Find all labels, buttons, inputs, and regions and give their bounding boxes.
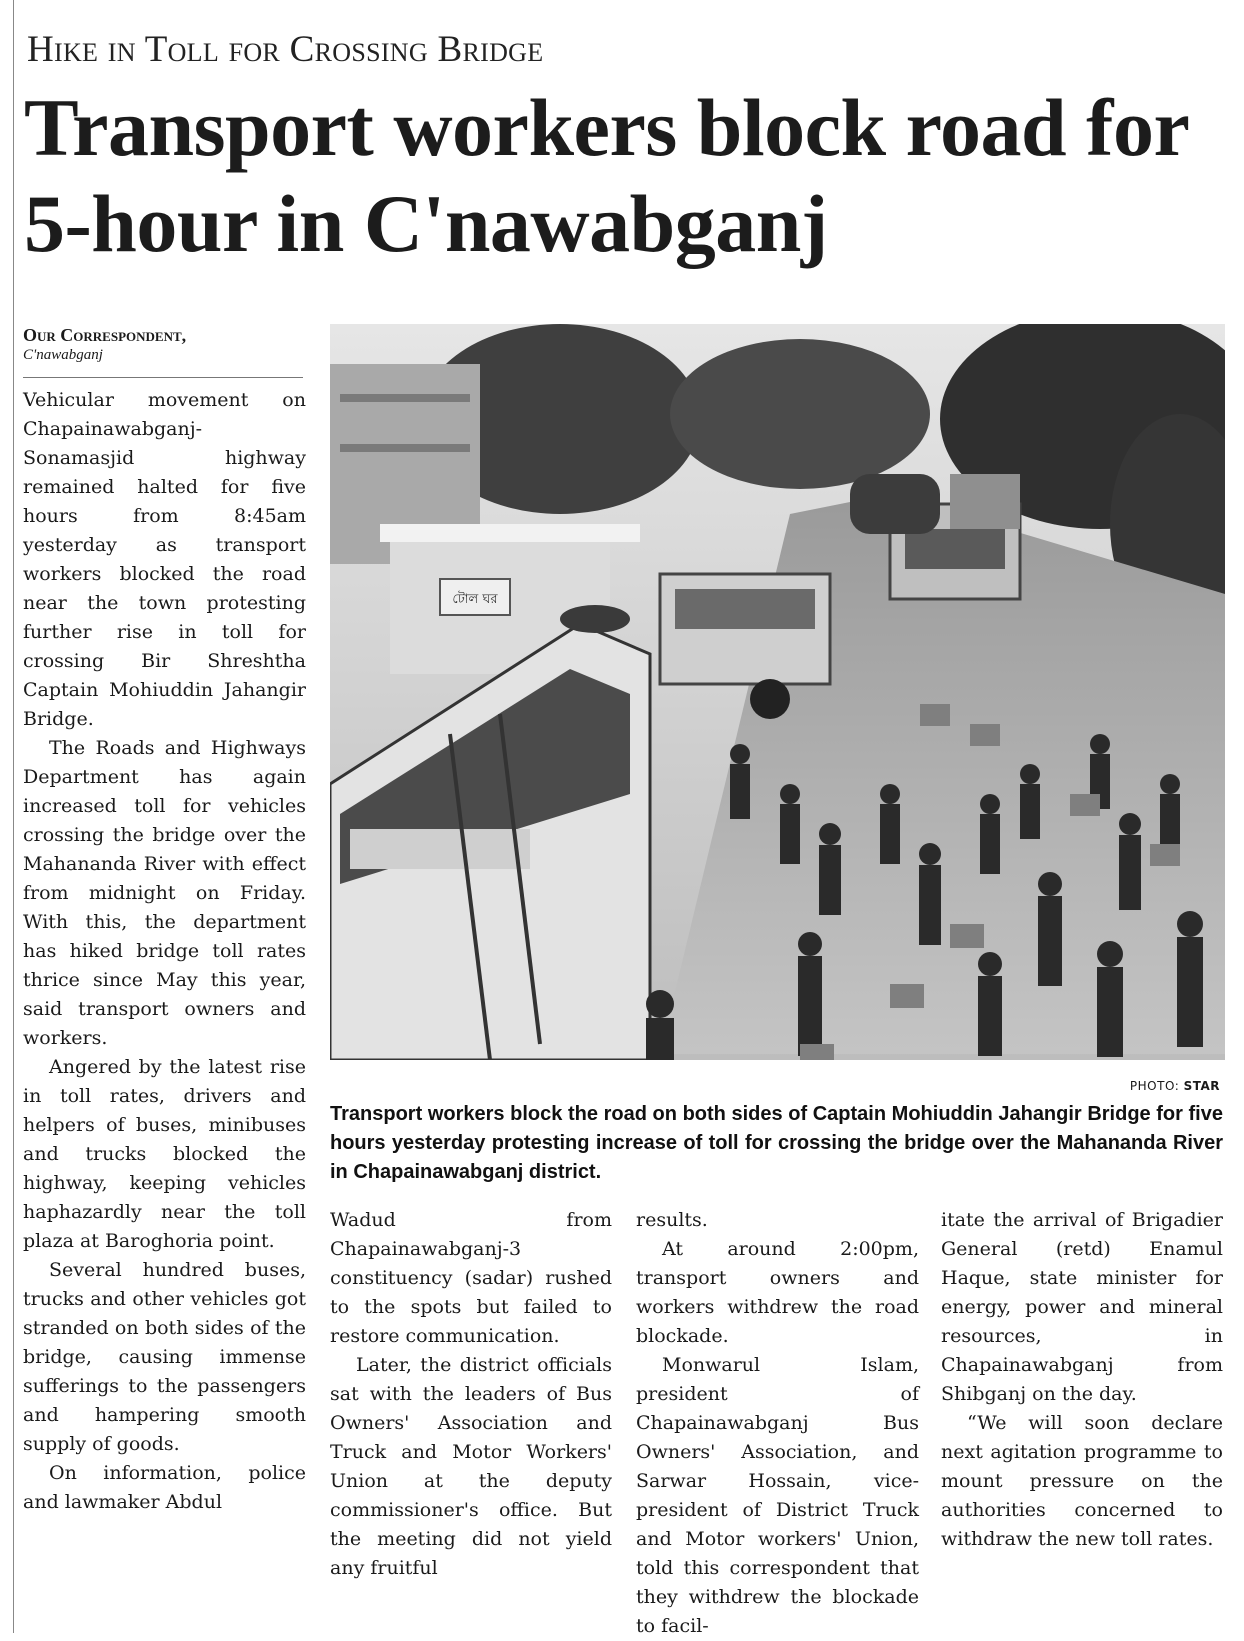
body-column-1 — [23, 386, 306, 1517]
photo-credit-label: PHOTO: — [1129, 1079, 1180, 1093]
news-photo — [330, 324, 1225, 1060]
body-paragraph-5-start: On information, police and lawmaker Abdul — [23, 1462, 306, 1513]
full-paragraph-store — [0, 1633, 1, 1634]
byline-divider — [23, 377, 303, 378]
byline-dateline: C'nawabganj — [23, 347, 103, 363]
body-paragraph-3: Angered by the latest rise in toll rates, drivers and helpers of buses, minibuses and trucks blocked the highway, keeping vehicles haphazardly near the toll plaza at Baroghoria point. — [23, 1056, 306, 1252]
byline — [23, 325, 303, 364]
article-headline: Transport workers block road for 5-hour in C'nawabganj — [24, 82, 1188, 269]
body-paragraph-5-end: Wadud from Chapainawabganj-3 constituency (sadar) rushed to the spots but failed to restore communication. — [330, 1209, 612, 1347]
toll-house-sign: টোল ঘর — [452, 592, 498, 607]
body-paragraph-1: Vehicular movement on Chapainawabganj-Sonamasjid highway remained halted for five hours from 8:45am yesterday as transport workers blocked the road near the town protesting further rise in toll for crossing Bir Shreshtha Captain Mohiuddin Jahangir Bridge. — [23, 389, 306, 730]
body-column-4 — [941, 1206, 1223, 1554]
photo-credit-source: STAR — [1183, 1079, 1220, 1093]
body-paragraph-8-start: Monwarul Islam, president of Chapainawabganj Bus Owners' Association, and Sarwar Hossain, vice-president of District Truck and Motor workers' Union, told this correspondent that they withdrew the blockade to facil- — [636, 1354, 919, 1637]
photo-credit — [1000, 1079, 1220, 1093]
body-column-2 — [330, 1206, 612, 1583]
byline-name: Our Correspondent, — [23, 325, 187, 345]
column-rule — [13, 0, 14, 1633]
article-kicker: Hike in Toll for Crossing Bridge — [27, 29, 544, 70]
photo-caption: Transport workers block the road on both sides of Captain Mohiuddin Jahangir Bridge for five hours yesterday protesting increase of toll for crossing the bridge over the Mahananda River in Chapainawabganj district. — [330, 1103, 1223, 1183]
body-column-3 — [636, 1206, 919, 1641]
blockade-photo-illustration — [330, 324, 1225, 1060]
body-paragraph-8-end: itate the arrival of Brigadier General (retd) Enamul Haque, state minister for energy, power and mineral resources, in Chapainawabganj from Shibganj on the day. — [941, 1209, 1223, 1405]
body-paragraph-6-end: results. — [636, 1209, 708, 1231]
body-paragraph-9: “We will soon declare next agitation programme to mount pressure on the authorities concerned to withdraw the new toll rates. — [941, 1412, 1223, 1550]
body-paragraph-6-start: Later, the district officials sat with the leaders of Bus Owners' Association and Truck and Motor Workers' Union at the deputy commissioner's office. But the meeting did not yield any fruitful — [330, 1354, 612, 1579]
body-paragraph-2: The Roads and Highways Department has again increased toll for vehicles crossing the bridge over the Mahananda River with effect from midnight on Friday. With this, the department has hiked bridge toll rates thrice since May this year, said transport owners and workers. — [23, 737, 306, 1049]
body-paragraph-7: At around 2:00pm, transport owners and workers withdrew the road blockade. — [636, 1238, 919, 1347]
body-paragraph-4: Several hundred buses, trucks and other vehicles got stranded on both sides of the bridge, causing immense sufferings to the passengers and hampering smooth supply of goods. — [23, 1259, 306, 1455]
